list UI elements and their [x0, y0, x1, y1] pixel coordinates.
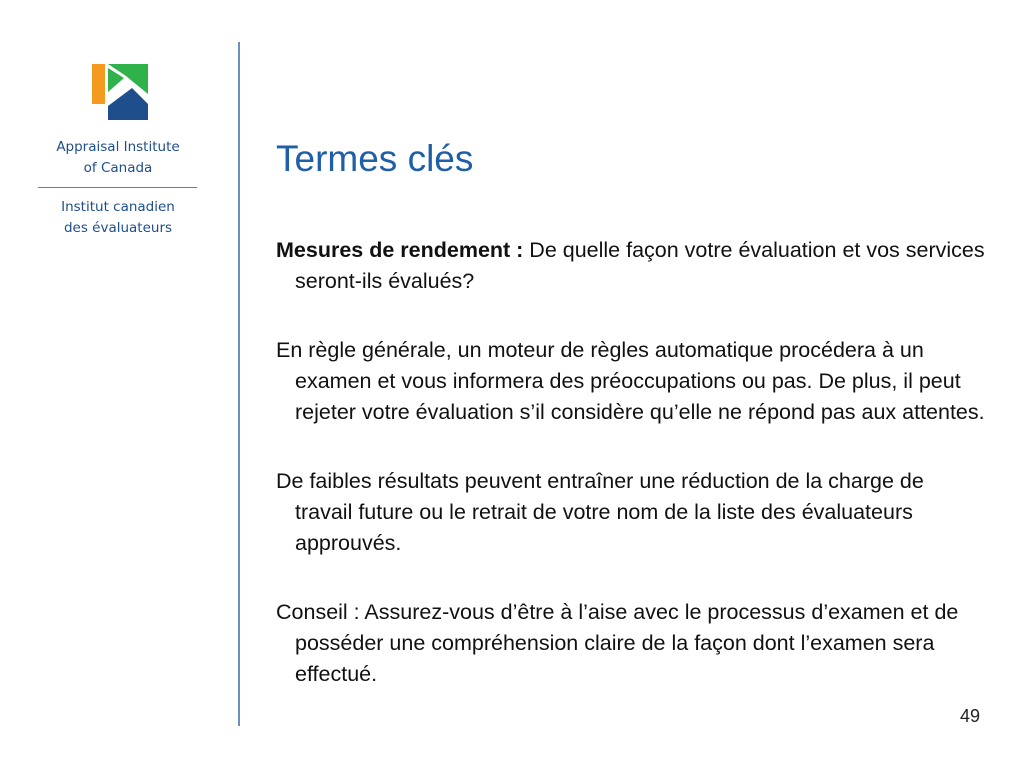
- page-number: 49: [959, 706, 980, 726]
- organization-name-french: [38, 197, 198, 239]
- organization-name-divider: [38, 187, 197, 188]
- paragraph-lead: Mesures de rendement :: [276, 238, 530, 262]
- org-name-en-line2: of Canada: [83, 160, 153, 176]
- paragraph-text: Conseil : Assurez-vous d’être à l’aise avec le processus d’examen et de posséder une compréhension claire de la façon dont l’examen sera effectué.: [276, 600, 959, 686]
- paragraph-performance-measures: [276, 235, 986, 297]
- slide-body: [276, 235, 986, 728]
- org-name-en-line1: Appraisal Institute: [56, 139, 180, 155]
- paragraph-tip: [276, 597, 986, 690]
- paragraph-text: En règle générale, un moteur de règles automatique procédera à un examen et vous informera des préoccupations ou pas. De plus, il peut rejeter votre évaluation s’il considère qu’elle ne répond pas aux attentes.: [276, 338, 985, 424]
- appraisal-institute-logo-icon: [92, 64, 148, 120]
- paragraph-text: De faibles résultats peuvent entraîner une réduction de la charge de travail future ou le retrait de votre nom de la liste des évaluateurs approuvés.: [276, 469, 924, 555]
- org-name-fr-line2: des évaluateurs: [63, 220, 173, 236]
- paragraph-text: De quelle façon votre évaluation et vos services seront-ils évalués?: [295, 238, 985, 293]
- paragraph-poor-results: [276, 466, 986, 559]
- paragraph-rules-engine: [276, 335, 986, 428]
- vertical-divider: [238, 42, 240, 726]
- organization-name-english: [38, 137, 198, 179]
- org-name-fr-line1: Institut canadien: [61, 199, 175, 215]
- slide-title: Termes clés: [276, 138, 474, 179]
